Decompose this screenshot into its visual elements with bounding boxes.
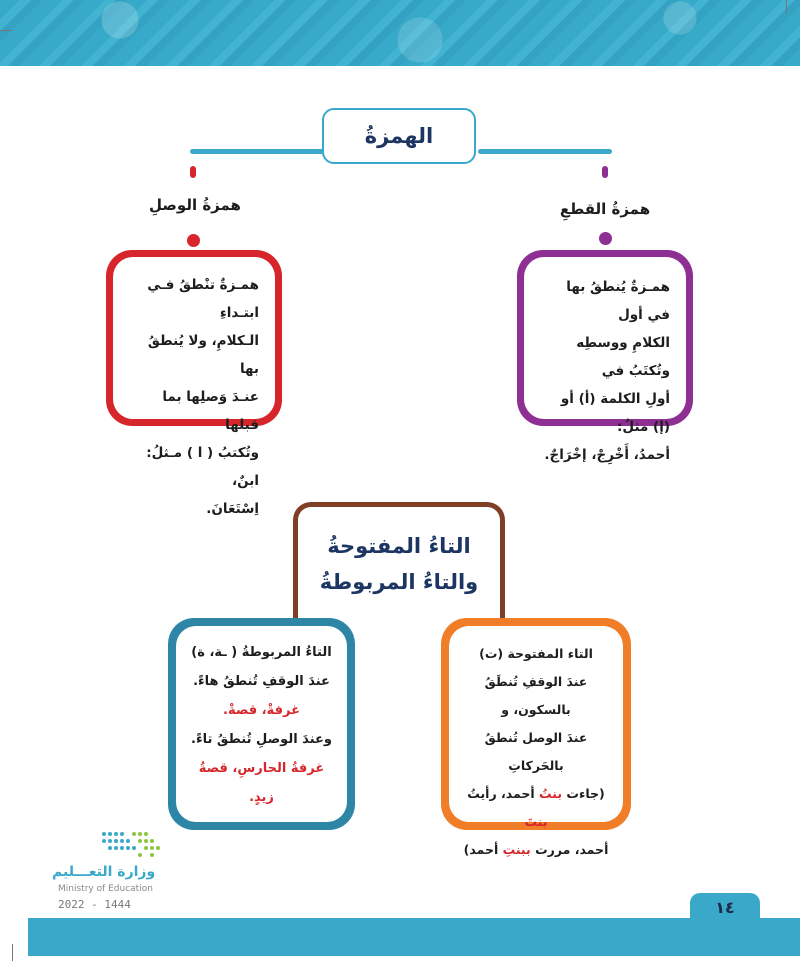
crop-mark — [12, 944, 13, 961]
ta-title — [300, 528, 498, 600]
qat-card-inner — [524, 257, 686, 463]
ministry-name-en: Ministry of Education — [58, 884, 153, 894]
open-ta-line: عندَ الوصل تُنطقُ بالحَركاتِ — [484, 730, 588, 773]
open-ta-text — [457, 640, 615, 864]
wasl-dot — [187, 234, 200, 247]
crop-mark — [786, 0, 787, 14]
wasl-line: عنـدَ وَصلِها بما قبلها — [162, 389, 259, 433]
qat-pin — [602, 166, 608, 178]
connector-line-right — [478, 149, 612, 154]
qat-label: همزةُ القطعِ — [559, 200, 651, 218]
closed-ta-line: وعندَ الوصلِ تُنطقُ تاءً. — [191, 732, 332, 747]
qat-line: أحمدُ، أَخْرِجْ، إخْرَاجٌ. — [544, 447, 670, 463]
hamza-title: الهمزةُ — [322, 108, 476, 164]
wasl-card-inner — [113, 257, 275, 517]
closed-ta-example: غرفةُ الحارسِ، قصةُ زيدٍ. — [198, 761, 325, 805]
open-ta-card-inner — [449, 626, 623, 857]
ministry-logo-icon — [100, 828, 162, 858]
wasl-text — [129, 271, 259, 523]
qat-line: همـزةٌ يُنطقُ بها في أول — [566, 279, 670, 323]
open-ta-card — [441, 618, 631, 857]
ta-title-line: والتاءُ المربوطةُ — [319, 570, 479, 594]
closed-ta-example: غرفةْ، قصةْ. — [223, 703, 300, 718]
footer-band — [28, 918, 800, 956]
edition-year: 2022 - 1444 — [58, 898, 131, 911]
qat-line: أولِ الكلمة (أ) أو (إ) مثلُ: — [560, 391, 670, 435]
crop-mark — [0, 30, 12, 31]
open-ta-example-line: أحمد، مررت ببنتِ أحمد) — [463, 842, 609, 857]
qat-dot — [599, 232, 612, 245]
wasl-label: همزةُ الوصلِ — [149, 196, 241, 214]
closed-ta-heading: التاءُ المربوطةُ ( ـة، ة) — [191, 645, 332, 660]
wasl-line: اِسْتَعَانَ. — [206, 501, 259, 517]
closed-ta-line: عندَ الوقفِ تُنطقُ هاءً. — [193, 674, 330, 689]
wasl-card — [106, 250, 282, 517]
page-number: ١٤ — [690, 893, 760, 921]
ministry-name-ar: وزارة التعـــليم — [52, 864, 156, 880]
ta-title-line: التاءُ المفتوحةُ — [327, 534, 471, 558]
connector-line-left — [190, 149, 326, 154]
open-ta-example-line: (جاءت بنتُ أحمد، رأيتُ بنتَ — [467, 786, 605, 829]
qat-line: الكلامِ ووسطِه وتُكتَبُ في — [576, 335, 670, 379]
qat-text — [540, 273, 670, 469]
wasl-line: همـزةٌ تنْطقُ فـي ابتـداءِ — [147, 277, 259, 321]
header-pattern — [0, 0, 800, 66]
wasl-line: الـكلامِ، ولا يُنطقُ بها — [147, 333, 259, 377]
qat-card — [517, 250, 693, 463]
wasl-pin — [190, 166, 196, 178]
closed-ta-text — [188, 638, 335, 812]
open-ta-heading: التاء المفتوحة (ت) — [479, 646, 593, 661]
closed-ta-card — [168, 618, 355, 830]
open-ta-line: عندَ الوقفِ تُنطَقُ بالسكون، و — [484, 674, 588, 717]
closed-ta-card-inner — [176, 626, 347, 822]
wasl-line: وتُكتبُ ( ا ) مـثلُ: ابنٌ، — [146, 445, 259, 489]
